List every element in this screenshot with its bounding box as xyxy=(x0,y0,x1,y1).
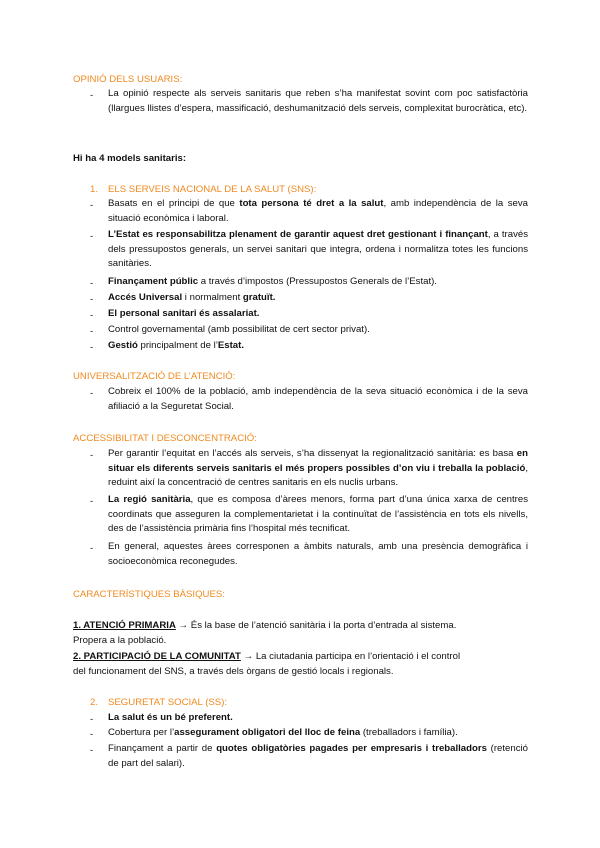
access-heading: ACCESSIBILITAT I DESCONCENTRACIÓ: xyxy=(73,433,257,444)
sns-b7-mid: principalment de l’ xyxy=(137,340,218,351)
sns-number: 1. xyxy=(90,184,99,195)
ss-bullet-1: La salut és un bé preferent. xyxy=(108,712,233,723)
caract-p1-label: 1. ATENCIÓ PRIMARIA xyxy=(73,620,176,631)
sns-b2-post: , a través dels pressupostos generals, un servei sanitari que integra, ordena i normalitza totes les funcions sanitàries. xyxy=(108,229,528,269)
access-b1-bold: en situar els diferents serveis sanitaris el més propers possibles d’on viu i treballa la població xyxy=(108,448,528,474)
sns-b4-mid: i normalment xyxy=(182,292,243,303)
sns-bullet-5: El personal sanitari és assalariat. xyxy=(108,308,260,319)
caract-point-2 xyxy=(73,651,460,663)
sns-b1-bold: tota persona té dret a la salut xyxy=(239,198,384,209)
access-b2-bold: La regió sanitària xyxy=(108,494,191,505)
sns-bullet-3 xyxy=(108,275,528,290)
opinio-text: La opinió respecte als serveis sanitaris que reben s’ha manifestat sovint com poc satisfactòria (llargues llistes d’espera, massificació, deshumanització dels serveis, complexitat burocràtica, etc). xyxy=(108,88,528,114)
sns-bullet-2 xyxy=(108,228,528,272)
sns-b7-bold1: Gestió xyxy=(108,340,138,351)
bullet-dash: - xyxy=(90,450,94,461)
bullet-dash: - xyxy=(90,310,94,321)
sns-b4-bold1: Accés Universal xyxy=(108,292,183,303)
ss-b3-bold: quotes obligatòries pagades per empresaris i treballadors xyxy=(216,743,487,754)
caract-p2-text: → La ciutadania participa en l’orientació i el control xyxy=(240,651,461,662)
caract-point-2-line2: del funcionament del SNS, a través dels òrgans de gestió locals i regionals. xyxy=(73,666,394,677)
caract-point-1 xyxy=(73,620,456,632)
bullet-dash: - xyxy=(90,496,94,507)
caract-p1-text: → És la base de l’atenció sanitària i la porta d’entrada al sistema. xyxy=(175,620,457,631)
caract-point-1-line2: Propera a la població. xyxy=(73,635,167,646)
sns-b1-post: , amb independència de la seva situació econòmica i laboral. xyxy=(108,198,528,224)
bullet-dash: - xyxy=(90,200,94,211)
sns-b7-bold2: Estat. xyxy=(217,340,244,351)
ss-b2-bold: assegurament obligatori del lloc de feina xyxy=(174,727,361,738)
bullet-dash: - xyxy=(90,388,94,399)
caract-heading: CARACTERÍSTIQUES BÀSIQUES: xyxy=(73,589,225,600)
sns-heading: ELS SERVEIS NACIONAL DE LA SALUT (SNS): xyxy=(108,184,317,195)
access-bullet-1 xyxy=(108,447,528,491)
sns-bullet-7 xyxy=(108,339,528,354)
sns-b1-pre: Basats en el principi de que xyxy=(108,198,240,209)
sns-b2-bold: L’Estat es responsabilitza plenament de garantir aquest dret gestionant i finançant xyxy=(108,229,488,240)
ss-b2-post: (treballadors i família). xyxy=(360,727,458,738)
bullet-dash: - xyxy=(90,294,94,305)
ss-bullet-2 xyxy=(108,726,528,741)
opinio-heading: OPINIÓ DELS USUARIS: xyxy=(73,74,183,85)
bullet-dash: - xyxy=(90,714,94,725)
ss-b3-pre: Finançament a partir de xyxy=(108,743,217,754)
bullet-dash: - xyxy=(90,342,94,353)
bullet-dash: - xyxy=(90,231,94,242)
bullet-dash: - xyxy=(90,543,94,554)
intro-text: Hi ha 4 models sanitaris: xyxy=(73,153,187,164)
access-b2-post: , que es composa d’àrees menors, forma part d’una única xarxa de centres coordinats que asseguren la complementarietat i la continuïtat de l’assistència en tots els nivells, des de l’assistència primària fins l’hospital més tecnificat. xyxy=(108,494,528,534)
bullet-dash: - xyxy=(90,90,94,101)
sns-bullet-1 xyxy=(108,197,528,226)
sns-b3-post: a través d’impostos (Pressupostos Generals de l’Estat). xyxy=(198,276,437,287)
access-bullet-3: En general, aquestes àrees corresponen a àmbits naturals, amb una presència demogràfica i socioeconòmica reconegudes. xyxy=(108,541,528,567)
sns-bullet-4 xyxy=(108,291,528,306)
bullet-dash: - xyxy=(90,326,94,337)
bullet-dash: - xyxy=(90,745,94,756)
caract-p2-label: 2. PARTICIPACIÓ DE LA COMUNITAT xyxy=(73,651,241,662)
bullet-dash: - xyxy=(90,729,94,740)
universal-text: Cobreix el 100% de la població, amb independència de la seva situació econòmica i de la seva afiliació a la Seguretat Social. xyxy=(108,386,528,412)
ss-b2-pre: Cobertura per l’ xyxy=(108,727,175,738)
ss-number: 2. xyxy=(90,697,99,708)
sns-b4-bold2: gratuït. xyxy=(242,292,276,303)
access-bullet-2 xyxy=(108,493,528,537)
access-b1-post: , reduint així la concentració de centres sanitaris en els nuclis urbans. xyxy=(108,462,528,488)
ss-b3-post: (retenció de part del salari). xyxy=(108,743,528,769)
ss-bullet-3 xyxy=(108,742,528,771)
access-b1-pre: Per garantir l’equitat en l’accés als serveis, s’ha dissenyat la regionalització sanitària: es basa xyxy=(108,448,517,459)
ss-heading: SEGURETAT SOCIAL (SS): xyxy=(108,697,228,708)
universal-heading: UNIVERSALITZACIÓ DE L’ATENCIÓ: xyxy=(73,371,236,382)
bullet-dash: - xyxy=(90,278,94,289)
sns-b3-bold: Finançament públic xyxy=(108,276,199,287)
sns-bullet-6: Control governamental (amb possibilitat de cert sector privat). xyxy=(108,324,370,335)
